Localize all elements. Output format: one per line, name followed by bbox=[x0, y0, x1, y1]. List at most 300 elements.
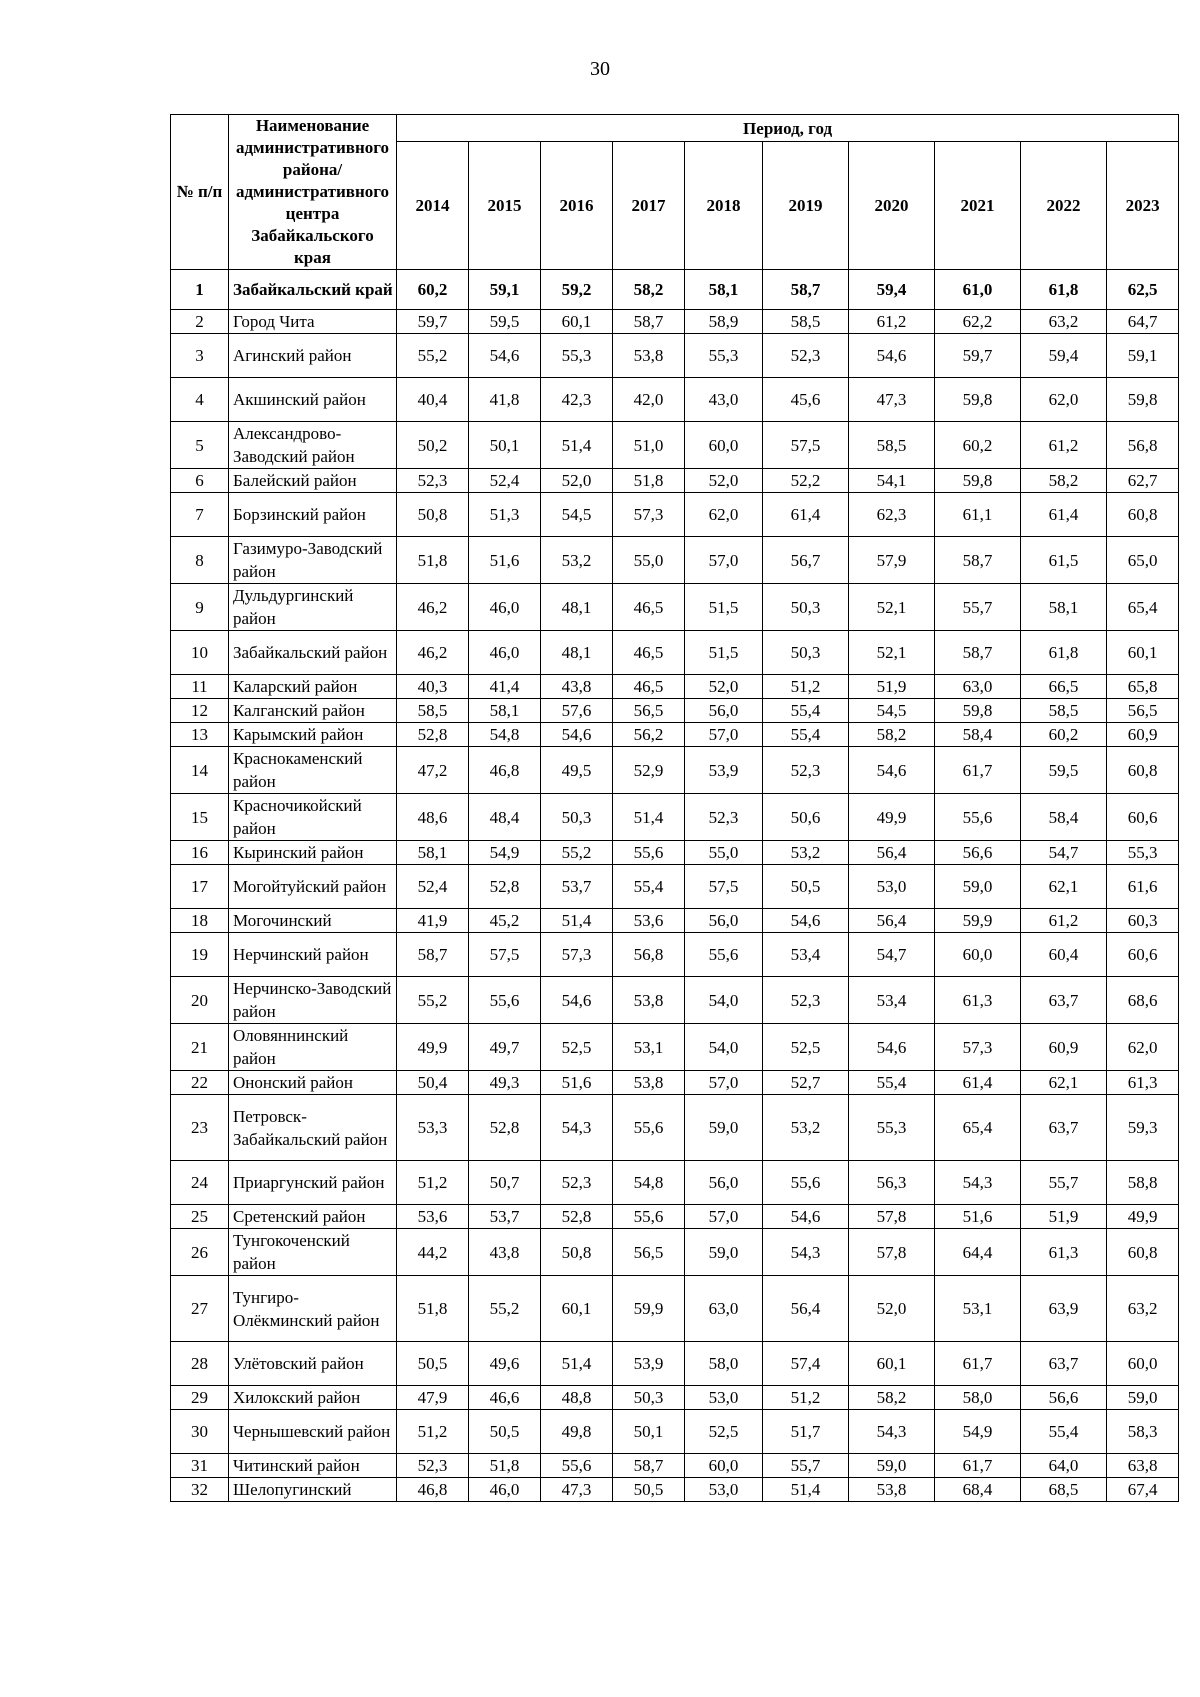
district-name: Карымский район bbox=[229, 723, 397, 747]
value-cell: 61,7 bbox=[935, 747, 1021, 794]
table-row bbox=[171, 493, 1179, 537]
value-cell: 50,6 bbox=[763, 794, 849, 841]
value-cell: 54,7 bbox=[1021, 841, 1107, 865]
value-cell: 52,0 bbox=[849, 1276, 935, 1342]
value-cell: 51,2 bbox=[397, 1161, 469, 1205]
row-number: 29 bbox=[171, 1386, 229, 1410]
value-cell: 60,1 bbox=[541, 310, 613, 334]
value-cell: 51,6 bbox=[541, 1071, 613, 1095]
value-cell: 68,6 bbox=[1107, 977, 1179, 1024]
table-row bbox=[171, 909, 1179, 933]
value-cell: 60,0 bbox=[935, 933, 1021, 977]
row-number: 22 bbox=[171, 1071, 229, 1095]
value-cell: 61,3 bbox=[935, 977, 1021, 1024]
value-cell: 57,9 bbox=[849, 537, 935, 584]
value-cell: 58,7 bbox=[935, 631, 1021, 675]
table-row bbox=[171, 310, 1179, 334]
row-number: 28 bbox=[171, 1342, 229, 1386]
value-cell: 55,6 bbox=[613, 841, 685, 865]
value-cell: 55,4 bbox=[763, 723, 849, 747]
value-cell: 59,8 bbox=[935, 699, 1021, 723]
value-cell: 55,0 bbox=[613, 537, 685, 584]
value-cell: 56,6 bbox=[935, 841, 1021, 865]
value-cell: 51,8 bbox=[469, 1454, 541, 1478]
value-cell: 55,6 bbox=[613, 1205, 685, 1229]
header-year: 2014 bbox=[397, 142, 469, 270]
value-cell: 54,6 bbox=[849, 747, 935, 794]
row-number: 21 bbox=[171, 1024, 229, 1071]
value-cell: 57,5 bbox=[685, 865, 763, 909]
district-name: Борзинский район bbox=[229, 493, 397, 537]
district-name: Ононский район bbox=[229, 1071, 397, 1095]
row-number: 2 bbox=[171, 310, 229, 334]
value-cell: 57,5 bbox=[763, 422, 849, 469]
value-cell: 63,2 bbox=[1107, 1276, 1179, 1342]
district-name: Сретенский район bbox=[229, 1205, 397, 1229]
value-cell: 51,2 bbox=[763, 1386, 849, 1410]
value-cell: 48,1 bbox=[541, 631, 613, 675]
value-cell: 55,3 bbox=[541, 334, 613, 378]
row-number: 1 bbox=[171, 270, 229, 310]
value-cell: 47,2 bbox=[397, 747, 469, 794]
value-cell: 59,9 bbox=[613, 1276, 685, 1342]
row-number: 5 bbox=[171, 422, 229, 469]
page-number: 30 bbox=[590, 58, 610, 80]
value-cell: 46,6 bbox=[469, 1386, 541, 1410]
value-cell: 62,1 bbox=[1021, 1071, 1107, 1095]
value-cell: 53,6 bbox=[397, 1205, 469, 1229]
table-row bbox=[171, 584, 1179, 631]
value-cell: 58,2 bbox=[1021, 469, 1107, 493]
table-row bbox=[171, 1229, 1179, 1276]
value-cell: 53,3 bbox=[397, 1095, 469, 1161]
district-name: Кыринский район bbox=[229, 841, 397, 865]
value-cell: 68,4 bbox=[935, 1478, 1021, 1502]
value-cell: 56,6 bbox=[1021, 1386, 1107, 1410]
district-name: Хилокский район bbox=[229, 1386, 397, 1410]
row-number: 25 bbox=[171, 1205, 229, 1229]
value-cell: 56,0 bbox=[685, 699, 763, 723]
value-cell: 55,4 bbox=[763, 699, 849, 723]
district-name: Читинский район bbox=[229, 1454, 397, 1478]
value-cell: 57,3 bbox=[613, 493, 685, 537]
row-number: 18 bbox=[171, 909, 229, 933]
value-cell: 53,9 bbox=[613, 1342, 685, 1386]
value-cell: 59,7 bbox=[935, 334, 1021, 378]
value-cell: 55,6 bbox=[763, 1161, 849, 1205]
value-cell: 52,8 bbox=[469, 1095, 541, 1161]
value-cell: 51,8 bbox=[397, 537, 469, 584]
table-row bbox=[171, 422, 1179, 469]
header-year: 2015 bbox=[469, 142, 541, 270]
row-number: 19 bbox=[171, 933, 229, 977]
value-cell: 40,3 bbox=[397, 675, 469, 699]
value-cell: 52,4 bbox=[469, 469, 541, 493]
district-name: Агинский район bbox=[229, 334, 397, 378]
value-cell: 49,6 bbox=[469, 1342, 541, 1386]
value-cell: 57,0 bbox=[685, 1205, 763, 1229]
value-cell: 53,0 bbox=[685, 1478, 763, 1502]
district-name: Город Чита bbox=[229, 310, 397, 334]
value-cell: 59,8 bbox=[1107, 378, 1179, 422]
value-cell: 53,8 bbox=[613, 1071, 685, 1095]
value-cell: 42,3 bbox=[541, 378, 613, 422]
table-row bbox=[171, 1024, 1179, 1071]
value-cell: 58,0 bbox=[685, 1342, 763, 1386]
value-cell: 52,3 bbox=[763, 977, 849, 1024]
value-cell: 57,0 bbox=[685, 537, 763, 584]
header-period: Период, год bbox=[397, 115, 1179, 142]
value-cell: 56,8 bbox=[613, 933, 685, 977]
value-cell: 51,9 bbox=[849, 675, 935, 699]
value-cell: 58,9 bbox=[685, 310, 763, 334]
value-cell: 57,3 bbox=[935, 1024, 1021, 1071]
value-cell: 57,8 bbox=[849, 1205, 935, 1229]
row-number: 12 bbox=[171, 699, 229, 723]
value-cell: 46,5 bbox=[613, 675, 685, 699]
data-table bbox=[170, 114, 1179, 1502]
value-cell: 58,1 bbox=[685, 270, 763, 310]
value-cell: 55,4 bbox=[613, 865, 685, 909]
value-cell: 50,1 bbox=[613, 1410, 685, 1454]
value-cell: 46,0 bbox=[469, 1478, 541, 1502]
value-cell: 54,7 bbox=[849, 933, 935, 977]
value-cell: 54,9 bbox=[935, 1410, 1021, 1454]
district-name: Забайкальский район bbox=[229, 631, 397, 675]
value-cell: 58,5 bbox=[1021, 699, 1107, 723]
value-cell: 62,0 bbox=[1021, 378, 1107, 422]
value-cell: 48,8 bbox=[541, 1386, 613, 1410]
value-cell: 58,3 bbox=[1107, 1410, 1179, 1454]
value-cell: 41,4 bbox=[469, 675, 541, 699]
value-cell: 48,1 bbox=[541, 584, 613, 631]
district-name: Александрово-Заводский район bbox=[229, 422, 397, 469]
value-cell: 62,5 bbox=[1107, 270, 1179, 310]
value-cell: 59,0 bbox=[849, 1454, 935, 1478]
value-cell: 52,0 bbox=[541, 469, 613, 493]
value-cell: 68,5 bbox=[1021, 1478, 1107, 1502]
row-number: 16 bbox=[171, 841, 229, 865]
row-number: 9 bbox=[171, 584, 229, 631]
value-cell: 52,7 bbox=[763, 1071, 849, 1095]
value-cell: 60,8 bbox=[1107, 747, 1179, 794]
district-name: Балейский район bbox=[229, 469, 397, 493]
value-cell: 55,7 bbox=[1021, 1161, 1107, 1205]
value-cell: 55,6 bbox=[613, 1095, 685, 1161]
district-name: Акшинский район bbox=[229, 378, 397, 422]
row-number: 7 bbox=[171, 493, 229, 537]
value-cell: 53,8 bbox=[613, 977, 685, 1024]
value-cell: 54,0 bbox=[685, 977, 763, 1024]
value-cell: 58,4 bbox=[1021, 794, 1107, 841]
value-cell: 54,1 bbox=[849, 469, 935, 493]
table-row bbox=[171, 1454, 1179, 1478]
district-name: Тунгокоченский район bbox=[229, 1229, 397, 1276]
value-cell: 54,3 bbox=[763, 1229, 849, 1276]
value-cell: 62,1 bbox=[1021, 865, 1107, 909]
value-cell: 53,2 bbox=[541, 537, 613, 584]
value-cell: 60,1 bbox=[849, 1342, 935, 1386]
district-name: Могочинский bbox=[229, 909, 397, 933]
value-cell: 55,6 bbox=[541, 1454, 613, 1478]
value-cell: 59,5 bbox=[1021, 747, 1107, 794]
table-row bbox=[171, 675, 1179, 699]
value-cell: 61,5 bbox=[1021, 537, 1107, 584]
value-cell: 49,9 bbox=[1107, 1205, 1179, 1229]
value-cell: 62,7 bbox=[1107, 469, 1179, 493]
value-cell: 48,4 bbox=[469, 794, 541, 841]
value-cell: 60,2 bbox=[1021, 723, 1107, 747]
value-cell: 50,3 bbox=[763, 584, 849, 631]
value-cell: 50,8 bbox=[541, 1229, 613, 1276]
value-cell: 55,6 bbox=[685, 933, 763, 977]
value-cell: 64,0 bbox=[1021, 1454, 1107, 1478]
district-name: Краснокаменский район bbox=[229, 747, 397, 794]
value-cell: 46,5 bbox=[613, 584, 685, 631]
value-cell: 55,3 bbox=[849, 1095, 935, 1161]
value-cell: 65,4 bbox=[935, 1095, 1021, 1161]
value-cell: 46,8 bbox=[397, 1478, 469, 1502]
value-cell: 56,5 bbox=[613, 1229, 685, 1276]
value-cell: 53,4 bbox=[763, 933, 849, 977]
value-cell: 61,7 bbox=[935, 1454, 1021, 1478]
value-cell: 51,4 bbox=[763, 1478, 849, 1502]
value-cell: 61,3 bbox=[1107, 1071, 1179, 1095]
value-cell: 51,7 bbox=[763, 1410, 849, 1454]
value-cell: 51,6 bbox=[469, 537, 541, 584]
value-cell: 61,0 bbox=[935, 270, 1021, 310]
value-cell: 57,8 bbox=[849, 1229, 935, 1276]
value-cell: 56,8 bbox=[1107, 422, 1179, 469]
value-cell: 43,8 bbox=[469, 1229, 541, 1276]
value-cell: 40,4 bbox=[397, 378, 469, 422]
table-row bbox=[171, 1478, 1179, 1502]
value-cell: 63,9 bbox=[1021, 1276, 1107, 1342]
value-cell: 62,2 bbox=[935, 310, 1021, 334]
value-cell: 59,0 bbox=[685, 1095, 763, 1161]
value-cell: 52,8 bbox=[469, 865, 541, 909]
value-cell: 56,5 bbox=[613, 699, 685, 723]
value-cell: 46,2 bbox=[397, 584, 469, 631]
value-cell: 60,4 bbox=[1021, 933, 1107, 977]
value-cell: 63,8 bbox=[1107, 1454, 1179, 1478]
table-row bbox=[171, 1161, 1179, 1205]
value-cell: 51,8 bbox=[613, 469, 685, 493]
value-cell: 52,3 bbox=[541, 1161, 613, 1205]
value-cell: 61,8 bbox=[1021, 631, 1107, 675]
value-cell: 52,2 bbox=[763, 469, 849, 493]
value-cell: 55,2 bbox=[541, 841, 613, 865]
value-cell: 65,4 bbox=[1107, 584, 1179, 631]
value-cell: 50,3 bbox=[613, 1386, 685, 1410]
value-cell: 55,6 bbox=[469, 977, 541, 1024]
row-number: 17 bbox=[171, 865, 229, 909]
value-cell: 50,1 bbox=[469, 422, 541, 469]
value-cell: 55,0 bbox=[685, 841, 763, 865]
value-cell: 54,6 bbox=[541, 723, 613, 747]
row-number: 23 bbox=[171, 1095, 229, 1161]
value-cell: 57,5 bbox=[469, 933, 541, 977]
value-cell: 58,7 bbox=[935, 537, 1021, 584]
value-cell: 59,0 bbox=[685, 1229, 763, 1276]
header-number: № п/п bbox=[171, 115, 229, 270]
district-name: Нерчинский район bbox=[229, 933, 397, 977]
value-cell: 47,9 bbox=[397, 1386, 469, 1410]
value-cell: 57,6 bbox=[541, 699, 613, 723]
value-cell: 56,3 bbox=[849, 1161, 935, 1205]
district-name: Дульдургинский район bbox=[229, 584, 397, 631]
value-cell: 59,8 bbox=[935, 378, 1021, 422]
value-cell: 55,4 bbox=[849, 1071, 935, 1095]
row-number: 26 bbox=[171, 1229, 229, 1276]
table-row bbox=[171, 1276, 1179, 1342]
value-cell: 48,6 bbox=[397, 794, 469, 841]
value-cell: 60,1 bbox=[541, 1276, 613, 1342]
value-cell: 55,4 bbox=[1021, 1410, 1107, 1454]
value-cell: 56,4 bbox=[849, 909, 935, 933]
value-cell: 54,5 bbox=[849, 699, 935, 723]
row-number: 11 bbox=[171, 675, 229, 699]
value-cell: 49,3 bbox=[469, 1071, 541, 1095]
value-cell: 52,9 bbox=[613, 747, 685, 794]
value-cell: 58,1 bbox=[397, 841, 469, 865]
value-cell: 63,2 bbox=[1021, 310, 1107, 334]
value-cell: 54,6 bbox=[541, 977, 613, 1024]
row-number: 6 bbox=[171, 469, 229, 493]
value-cell: 60,9 bbox=[1021, 1024, 1107, 1071]
value-cell: 56,0 bbox=[685, 1161, 763, 1205]
value-cell: 63,0 bbox=[685, 1276, 763, 1342]
value-cell: 53,2 bbox=[763, 841, 849, 865]
value-cell: 61,6 bbox=[1107, 865, 1179, 909]
value-cell: 53,9 bbox=[685, 747, 763, 794]
row-number: 15 bbox=[171, 794, 229, 841]
value-cell: 65,0 bbox=[1107, 537, 1179, 584]
value-cell: 63,0 bbox=[935, 675, 1021, 699]
value-cell: 54,6 bbox=[849, 334, 935, 378]
value-cell: 58,7 bbox=[763, 270, 849, 310]
value-cell: 52,1 bbox=[849, 584, 935, 631]
row-number: 8 bbox=[171, 537, 229, 584]
value-cell: 59,3 bbox=[1107, 1095, 1179, 1161]
value-cell: 51,4 bbox=[541, 909, 613, 933]
value-cell: 60,8 bbox=[1107, 493, 1179, 537]
value-cell: 51,9 bbox=[1021, 1205, 1107, 1229]
value-cell: 60,0 bbox=[685, 1454, 763, 1478]
value-cell: 61,4 bbox=[763, 493, 849, 537]
value-cell: 61,1 bbox=[935, 493, 1021, 537]
district-name: Тунгиро-Олёкминский район bbox=[229, 1276, 397, 1342]
value-cell: 54,3 bbox=[849, 1410, 935, 1454]
header-year: 2019 bbox=[763, 142, 849, 270]
value-cell: 58,7 bbox=[613, 1454, 685, 1478]
district-name: Оловяннинский район bbox=[229, 1024, 397, 1071]
value-cell: 60,1 bbox=[1107, 631, 1179, 675]
header-year: 2016 bbox=[541, 142, 613, 270]
value-cell: 54,0 bbox=[685, 1024, 763, 1071]
table-row bbox=[171, 933, 1179, 977]
value-cell: 50,3 bbox=[763, 631, 849, 675]
value-cell: 53,8 bbox=[613, 334, 685, 378]
header-year: 2021 bbox=[935, 142, 1021, 270]
district-name: Петровск-Забайкальский район bbox=[229, 1095, 397, 1161]
value-cell: 55,2 bbox=[397, 977, 469, 1024]
row-number: 30 bbox=[171, 1410, 229, 1454]
value-cell: 61,2 bbox=[1021, 422, 1107, 469]
value-cell: 60,0 bbox=[1107, 1342, 1179, 1386]
value-cell: 58,2 bbox=[849, 1386, 935, 1410]
value-cell: 50,3 bbox=[541, 794, 613, 841]
value-cell: 52,3 bbox=[763, 747, 849, 794]
value-cell: 50,5 bbox=[397, 1342, 469, 1386]
value-cell: 52,5 bbox=[541, 1024, 613, 1071]
value-cell: 53,1 bbox=[935, 1276, 1021, 1342]
row-number: 10 bbox=[171, 631, 229, 675]
value-cell: 52,5 bbox=[763, 1024, 849, 1071]
table-row bbox=[171, 1342, 1179, 1386]
value-cell: 52,0 bbox=[685, 675, 763, 699]
row-number: 32 bbox=[171, 1478, 229, 1502]
value-cell: 51,2 bbox=[763, 675, 849, 699]
value-cell: 53,7 bbox=[541, 865, 613, 909]
value-cell: 53,7 bbox=[469, 1205, 541, 1229]
row-number: 4 bbox=[171, 378, 229, 422]
value-cell: 58,8 bbox=[1107, 1161, 1179, 1205]
value-cell: 51,4 bbox=[613, 794, 685, 841]
value-cell: 46,0 bbox=[469, 584, 541, 631]
value-cell: 49,8 bbox=[541, 1410, 613, 1454]
district-name: Калганский район bbox=[229, 699, 397, 723]
value-cell: 60,9 bbox=[1107, 723, 1179, 747]
value-cell: 55,6 bbox=[935, 794, 1021, 841]
value-cell: 59,0 bbox=[935, 865, 1021, 909]
value-cell: 47,3 bbox=[541, 1478, 613, 1502]
table-row bbox=[171, 469, 1179, 493]
value-cell: 54,3 bbox=[541, 1095, 613, 1161]
value-cell: 52,3 bbox=[763, 334, 849, 378]
value-cell: 59,4 bbox=[849, 270, 935, 310]
value-cell: 58,5 bbox=[397, 699, 469, 723]
value-cell: 51,5 bbox=[685, 631, 763, 675]
table-row bbox=[171, 378, 1179, 422]
value-cell: 61,8 bbox=[1021, 270, 1107, 310]
district-name: Каларский район bbox=[229, 675, 397, 699]
table-row bbox=[171, 723, 1179, 747]
value-cell: 49,9 bbox=[397, 1024, 469, 1071]
table-row bbox=[171, 747, 1179, 794]
value-cell: 52,5 bbox=[685, 1410, 763, 1454]
value-cell: 59,4 bbox=[1021, 334, 1107, 378]
value-cell: 55,2 bbox=[397, 334, 469, 378]
value-cell: 53,0 bbox=[849, 865, 935, 909]
value-cell: 51,2 bbox=[397, 1410, 469, 1454]
value-cell: 59,2 bbox=[541, 270, 613, 310]
value-cell: 54,5 bbox=[541, 493, 613, 537]
value-cell: 58,2 bbox=[613, 270, 685, 310]
district-name: Красночикойский район bbox=[229, 794, 397, 841]
value-cell: 49,5 bbox=[541, 747, 613, 794]
value-cell: 58,7 bbox=[397, 933, 469, 977]
value-cell: 56,7 bbox=[763, 537, 849, 584]
value-cell: 58,7 bbox=[613, 310, 685, 334]
value-cell: 55,7 bbox=[763, 1454, 849, 1478]
value-cell: 53,0 bbox=[685, 1386, 763, 1410]
value-cell: 58,4 bbox=[935, 723, 1021, 747]
value-cell: 54,6 bbox=[849, 1024, 935, 1071]
value-cell: 59,1 bbox=[469, 270, 541, 310]
value-cell: 61,3 bbox=[1021, 1229, 1107, 1276]
value-cell: 41,9 bbox=[397, 909, 469, 933]
